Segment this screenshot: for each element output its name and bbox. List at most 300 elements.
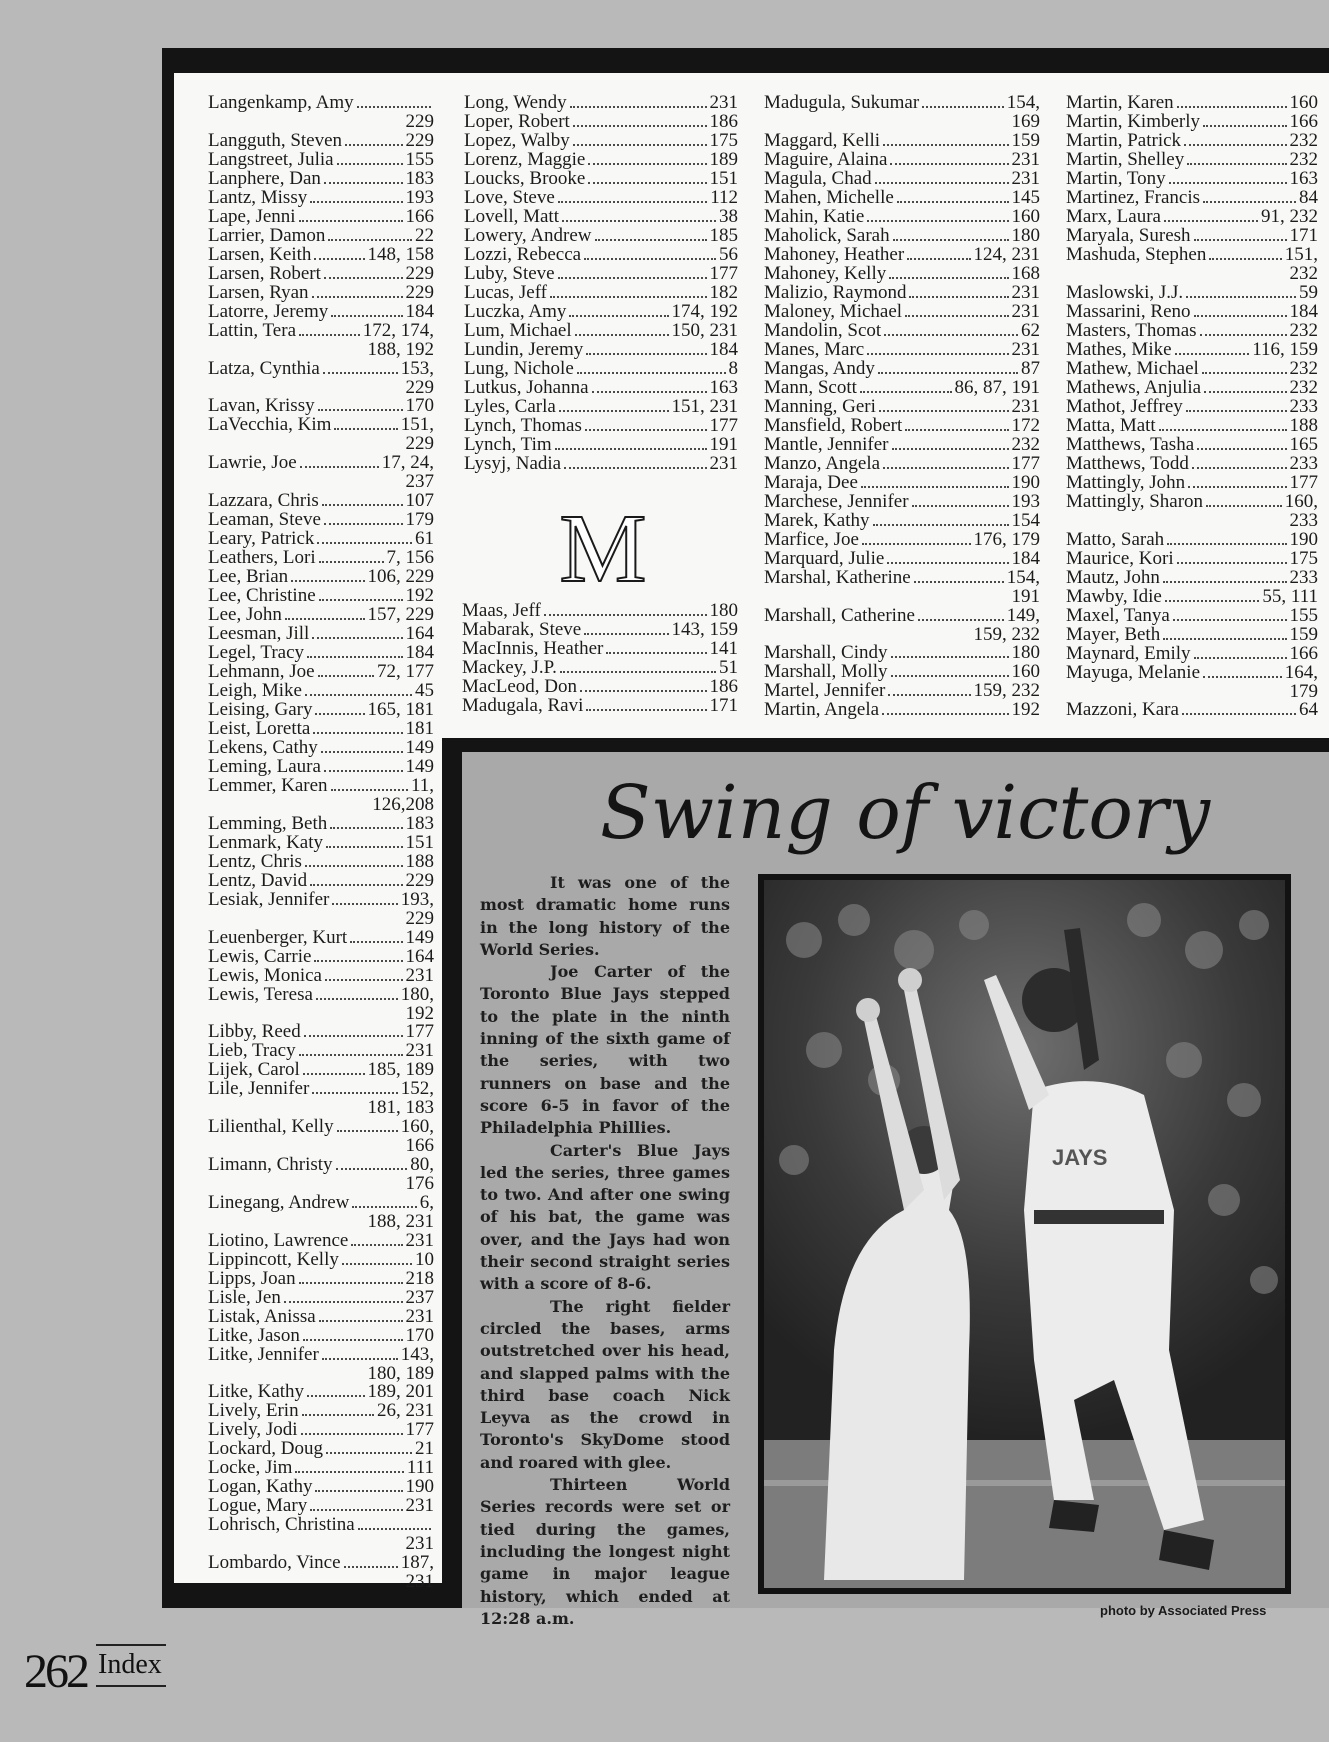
index-entry <box>208 850 434 872</box>
index-entry-pages: 145 <box>1011 186 1040 208</box>
index-entry-name: Litke, Jason <box>208 1324 300 1346</box>
index-entry <box>208 983 434 1024</box>
index-entry-pages: 151, <box>1284 244 1318 265</box>
index-entry-pages: 188 <box>1289 414 1318 436</box>
index-entry <box>764 148 1040 170</box>
index-entry <box>764 129 1040 151</box>
leader-dots <box>305 865 403 867</box>
index-entry-name: Lombardo, Vince <box>208 1552 341 1574</box>
index-entry-name: Maurice, Kori <box>1066 547 1174 569</box>
leader-dots <box>324 182 403 184</box>
leader-dots <box>884 334 1018 336</box>
index-entry-name: MacLeod, Don <box>462 676 578 697</box>
leader-dots <box>310 884 402 886</box>
index-entry-pages: 143, <box>400 1343 434 1365</box>
index-entry <box>208 1343 434 1384</box>
index-entry-pages: 17, 24, <box>381 452 434 474</box>
leader-dots <box>301 1433 403 1435</box>
index-entry-pages-continued: 229 <box>405 376 434 398</box>
index-entry-pages: 231 <box>405 1040 434 1062</box>
leader-dots <box>314 960 402 962</box>
index-entry-name: Matto, Sarah <box>1066 528 1165 550</box>
index-entry-pages: 171 <box>1289 225 1318 246</box>
index-entry <box>208 945 434 967</box>
leader-dots <box>285 618 365 620</box>
index-entry-name: Leaman, Steve <box>208 508 321 530</box>
index-entry-name: Lynch, Thomas <box>464 415 582 436</box>
index-entry-name: Maloney, Michael <box>764 300 903 322</box>
index-entry-name: Lung, Nichole <box>464 358 574 379</box>
index-entry <box>208 148 434 170</box>
index-entry-name: MacInnis, Heather <box>462 638 604 659</box>
index-entry-name: Lewis, Monica <box>208 964 322 986</box>
index-entry <box>1066 338 1318 360</box>
leader-dots <box>558 201 707 203</box>
index-entry-pages: 10 <box>415 1248 434 1270</box>
index-entry <box>208 243 434 265</box>
leader-dots <box>307 1395 364 1397</box>
index-column-1 <box>208 94 434 1592</box>
index-entry-pages: 193 <box>1011 490 1040 512</box>
index-entry-pages: 182 <box>709 282 738 303</box>
index-entry-pages: 124, 231 <box>973 243 1040 265</box>
index-entry <box>764 167 1040 189</box>
index-entry-pages: 159, 232 <box>973 680 1040 702</box>
leader-dots <box>318 675 374 677</box>
index-entry-pages: 189 <box>709 149 738 170</box>
index-entry <box>1066 300 1318 322</box>
index-entry-pages: 188 <box>405 850 434 872</box>
index-entry-name: Matthews, Todd <box>1066 452 1189 474</box>
index-entry-name: Manzo, Angela <box>764 452 881 474</box>
index-entry-name: Lorenz, Maggie <box>464 149 586 170</box>
index-entry <box>208 1267 434 1289</box>
index-entry-pages: 190 <box>1011 471 1040 493</box>
index-entry-pages: 166 <box>405 205 434 227</box>
index-entry-pages: 160 <box>1289 92 1318 113</box>
index-entry-name: Lilienthal, Kelly <box>208 1116 334 1138</box>
index-entry-pages: 193, <box>400 888 434 910</box>
index-entry-pages: 176, 179 <box>973 528 1040 550</box>
index-entry-name: Leising, Gary <box>208 698 313 720</box>
index-entry-pages: 185 <box>709 225 738 246</box>
leader-dots <box>875 182 1009 184</box>
index-entry-pages: 80, <box>410 1153 434 1175</box>
index-entry-pages: 165, 181 <box>367 698 434 720</box>
index-entry-name: Mathews, Anjulia <box>1066 376 1202 398</box>
leader-dots <box>558 277 707 279</box>
index-entry-pages: 56 <box>719 244 738 265</box>
index-entry <box>208 1229 434 1251</box>
index-entry-name: Lockard, Doug <box>208 1438 324 1460</box>
index-entry-pages: 232 <box>1289 376 1318 398</box>
index-column-2 <box>464 94 738 474</box>
index-entry-name: Mackey, J.P. <box>462 657 557 678</box>
leader-dots <box>1163 581 1287 583</box>
index-entry-name: Linegang, Andrew <box>208 1191 350 1213</box>
index-entry-pages: 149 <box>405 926 434 948</box>
leader-dots <box>1194 315 1287 317</box>
leader-dots <box>1194 657 1287 659</box>
leader-dots <box>1187 163 1286 165</box>
index-entry-pages: 229 <box>405 129 434 151</box>
leader-dots <box>573 144 707 146</box>
leader-dots <box>606 652 706 654</box>
index-entry-pages-continued: 126,208 <box>372 793 434 815</box>
leader-dots <box>891 656 1009 658</box>
index-entry <box>1066 547 1318 569</box>
index-entry <box>764 566 1040 607</box>
index-entry-pages: 186 <box>709 111 738 132</box>
index-entry-pages: 231 <box>405 1495 434 1517</box>
leader-dots <box>302 1414 374 1416</box>
index-entry-pages: 151 <box>709 168 738 189</box>
leader-dots <box>867 220 1008 222</box>
leader-dots <box>883 467 1008 469</box>
leader-dots <box>303 1339 403 1341</box>
index-entry-pages: 149 <box>405 755 434 777</box>
leader-dots <box>867 353 1008 355</box>
index-entry-pages: 229 <box>405 262 434 284</box>
index-entry <box>764 357 1040 379</box>
index-entry-pages: 177 <box>709 415 738 436</box>
leader-dots <box>357 106 431 108</box>
index-entry-pages: 163 <box>709 377 738 398</box>
index-entry-name: Mahoney, Kelly <box>764 262 887 284</box>
index-entry <box>208 1153 434 1194</box>
leader-dots <box>337 163 403 165</box>
leader-dots <box>888 694 970 696</box>
leader-dots <box>555 448 707 450</box>
index-entry-pages: 229 <box>405 281 434 303</box>
leader-dots <box>1203 676 1282 678</box>
index-entry-name: Lape, Jenni <box>208 205 296 227</box>
leader-dots <box>893 239 1009 241</box>
index-entry <box>208 1191 434 1232</box>
index-entry-pages-continued: 233 <box>1289 509 1318 531</box>
index-entry-name: Love, Steve <box>464 187 555 208</box>
leader-dots <box>319 561 384 563</box>
leader-dots <box>1204 391 1286 393</box>
index-entry-name: Mayuga, Melanie <box>1066 661 1201 683</box>
leader-dots <box>573 125 707 127</box>
index-entry-pages: 192 <box>1011 699 1040 721</box>
leader-dots <box>580 690 706 692</box>
index-entry-name: Marshall, Catherine <box>764 604 915 626</box>
leader-dots <box>892 448 1009 450</box>
index-entry <box>764 547 1040 569</box>
index-entry <box>764 701 1040 720</box>
leader-dots <box>1159 429 1287 431</box>
index-entry <box>208 357 434 398</box>
index-entry-name: Mattingly, Sharon <box>1066 490 1204 512</box>
index-entry-name: Matta, Matt <box>1066 414 1156 436</box>
index-entry-pages: 160 <box>1011 661 1040 683</box>
index-entry-pages: 91, 232 <box>1261 206 1318 227</box>
celebration-photo <box>764 880 1285 1588</box>
leader-dots <box>1200 334 1287 336</box>
leader-dots <box>1192 467 1287 469</box>
index-entry-pages-continued: 159, 232 <box>973 623 1040 645</box>
index-entry-name: Martin, Shelley <box>1066 149 1185 170</box>
leader-dots <box>564 467 706 469</box>
index-entry-name: Latza, Cynthia <box>208 357 320 379</box>
index-entry <box>764 243 1040 265</box>
leader-dots <box>321 751 403 753</box>
index-entry <box>208 281 434 303</box>
index-entry-pages-continued: 192 <box>405 1002 434 1024</box>
index-entry <box>1066 623 1318 645</box>
leader-dots <box>1206 505 1282 507</box>
leader-dots <box>315 713 364 715</box>
leader-dots <box>1182 713 1296 715</box>
index-entry-name: Maynard, Emily <box>1066 642 1191 664</box>
leader-dots <box>352 1206 416 1208</box>
index-entry-pages: 180, <box>400 983 434 1005</box>
index-entry-name: Logue, Mary <box>208 1495 308 1517</box>
index-entry-pages-continued: 229 <box>405 907 434 929</box>
index-entry-name: Martin, Kimberly <box>1066 111 1201 132</box>
index-entry-name: Lippincott, Kelly <box>208 1248 339 1270</box>
index-entry-pages: 175 <box>1289 547 1318 569</box>
leader-dots <box>592 391 707 393</box>
leader-dots <box>318 409 403 411</box>
index-entry-name: Lentz, Chris <box>208 850 302 872</box>
leader-dots <box>316 998 398 1000</box>
index-entry-name: Massarini, Reno <box>1066 300 1191 322</box>
leader-dots <box>1165 600 1260 602</box>
index-entry-pages: 231 <box>405 1229 434 1251</box>
index-entry-name: Lawrie, Joe <box>208 452 297 474</box>
index-entry-pages-continued: 179 <box>1289 680 1318 702</box>
index-entry-pages-continued: 188, 231 <box>367 1210 434 1232</box>
index-entry-name: Lantz, Missy <box>208 186 308 208</box>
index-entry-pages: 154 <box>1011 509 1040 531</box>
leader-dots <box>317 542 412 544</box>
leader-dots <box>299 220 403 222</box>
index-entry-name: Mangas, Andy <box>764 357 875 379</box>
leader-dots <box>315 1490 402 1492</box>
index-entry-name: Mazzoni, Kara <box>1066 699 1179 721</box>
index-entry-pages: 237 <box>405 1286 434 1308</box>
index-entry-pages: 61 <box>415 527 434 549</box>
index-entry-pages: 154, <box>1006 92 1040 113</box>
leader-dots <box>559 410 669 412</box>
index-entry-pages: 184 <box>1289 300 1318 322</box>
leader-dots <box>344 1566 398 1568</box>
index-entry-pages: 160, <box>400 1116 434 1138</box>
index-entry <box>1066 433 1318 455</box>
leader-dots <box>873 524 1009 526</box>
index-entry-pages: 186 <box>709 676 738 697</box>
index-entry-pages: 191 <box>709 434 738 455</box>
index-entry <box>208 205 434 227</box>
index-entry-name: Lynch, Tim <box>464 434 552 455</box>
article-paragraph: Thirteen World Series records were set or tied during the games, including the longest night game in major league history, which ended at 12:28 a.m. <box>480 1475 730 1628</box>
index-entry-name: Long, Wendy <box>464 92 567 113</box>
index-entry-pages: 187, <box>400 1552 434 1574</box>
index-entry-name: Leist, Loretta <box>208 717 311 739</box>
leader-dots <box>304 1035 403 1037</box>
index-entry <box>764 281 1040 303</box>
index-entry-pages: 22 <box>415 224 434 246</box>
index-entry <box>208 1305 434 1327</box>
index-entry <box>1066 319 1318 341</box>
index-entry-pages: 184 <box>405 641 434 663</box>
index-entry <box>208 224 434 246</box>
leader-dots <box>331 315 402 317</box>
index-entry <box>462 697 738 716</box>
index-entry <box>208 1554 434 1592</box>
index-entry-name: Loper, Robert <box>464 111 570 132</box>
section-label: Index <box>98 1649 162 1680</box>
leader-dots <box>303 1073 365 1075</box>
leader-dots <box>345 144 402 146</box>
index-entry-name: Maslowski, J.J. <box>1066 281 1184 303</box>
leader-dots <box>1209 258 1281 260</box>
index-entry <box>464 455 738 474</box>
index-entry-pages-continued: 181, 183 <box>367 1097 434 1119</box>
leader-dots <box>351 1244 402 1246</box>
index-entry-pages: 21 <box>415 1438 434 1460</box>
page-number: 262 <box>24 1645 87 1698</box>
index-entry <box>208 300 434 322</box>
index-entry <box>764 224 1040 246</box>
index-entry <box>764 94 1040 132</box>
index-entry-pages: 143, 159 <box>671 619 738 640</box>
leader-dots <box>314 258 364 260</box>
index-entry-pages: 172 <box>1011 414 1040 436</box>
leader-dots <box>562 220 716 222</box>
index-entry <box>208 774 434 815</box>
index-entry-pages: 152, <box>400 1078 434 1100</box>
index-entry <box>764 604 1040 645</box>
index-entry-pages: 184 <box>709 339 738 360</box>
index-entry-name: Manning, Geri <box>764 395 876 417</box>
leader-dots <box>326 846 402 848</box>
index-entry-name: Lysyj, Nadia <box>464 453 562 474</box>
index-entry-pages: 51 <box>719 657 738 678</box>
index-entry-name: Marshall, Cindy <box>764 642 888 664</box>
index-entry-pages: 163 <box>1289 168 1318 189</box>
leader-dots <box>312 637 402 639</box>
leader-dots <box>905 429 1008 431</box>
index-entry-name: Lesiak, Jennifer <box>208 888 330 910</box>
index-entry <box>1066 452 1318 474</box>
leader-dots <box>1203 201 1296 203</box>
index-entry <box>208 1080 434 1118</box>
leader-dots <box>890 163 1008 165</box>
index-entry-name: Lewis, Teresa <box>208 983 313 1005</box>
index-entry-name: Listak, Anissa <box>208 1305 316 1327</box>
index-entry-name: Leming, Laura <box>208 755 321 777</box>
index-entry-name: Mayer, Beth <box>1066 623 1161 645</box>
index-entry-pages: 107 <box>405 489 434 511</box>
leader-dots <box>310 1509 402 1511</box>
index-entry-name: Mahoney, Heather <box>764 243 905 265</box>
index-entry-pages: 116, 159 <box>1252 338 1318 360</box>
leader-dots <box>1175 353 1250 355</box>
index-entry-name: Mansfield, Robert <box>764 414 903 436</box>
index-entry-name: Lowery, Andrew <box>464 225 592 246</box>
leader-dots <box>332 903 397 905</box>
index-entry-name: Lee, John <box>208 603 282 625</box>
index-entry-pages: 164 <box>405 945 434 967</box>
leader-dots <box>330 827 402 829</box>
index-entry-name: Mawby, Idie <box>1066 585 1162 607</box>
index-entry-name: Marshal, Katherine <box>764 566 911 588</box>
index-entry <box>208 454 434 492</box>
index-entry-pages: 64 <box>1299 699 1318 721</box>
leader-dots <box>310 201 402 203</box>
leader-dots <box>586 353 706 355</box>
index-entry-pages: 170 <box>405 1324 434 1346</box>
index-entry-name: Lohrisch, Christina <box>208 1514 355 1536</box>
leader-dots <box>861 486 1009 488</box>
leader-dots <box>336 1168 408 1170</box>
index-entry-pages: 168 <box>1011 262 1040 284</box>
index-entry-pages-continued: 229 <box>405 433 434 455</box>
index-entry-name: Marx, Laura <box>1066 206 1161 227</box>
article-body <box>480 872 730 1630</box>
index-entry-name: Lee, Brian <box>208 565 289 587</box>
index-entry-pages: 192 <box>405 584 434 606</box>
index-entry-name: Lyles, Carla <box>464 396 556 417</box>
index-entry <box>764 471 1040 493</box>
leader-dots <box>918 619 1004 621</box>
leader-dots <box>291 580 364 582</box>
leader-dots <box>299 1054 403 1056</box>
index-entry-name: Magula, Chad <box>764 167 872 189</box>
index-entry-pages: 231 <box>1011 395 1040 417</box>
leader-dots <box>560 671 716 673</box>
index-entry-name: Maxel, Tanya <box>1066 604 1170 626</box>
leader-dots <box>331 789 408 791</box>
index-entry-name: Lekens, Cathy <box>208 736 318 758</box>
index-entry-pages: 177 <box>1011 452 1040 474</box>
index-entry <box>1066 471 1318 493</box>
index-entry-name: Lisle, Jen <box>208 1286 281 1308</box>
index-entry <box>1066 661 1318 702</box>
leader-dots <box>319 599 403 601</box>
index-entry <box>764 300 1040 322</box>
leader-dots <box>1184 144 1286 146</box>
index-entry-pages: 183 <box>405 812 434 834</box>
leader-dots <box>575 334 669 336</box>
index-entry-pages: 151, 231 <box>671 396 738 417</box>
leader-dots <box>326 1452 412 1454</box>
index-entry-pages-continued: 231 <box>405 1533 434 1555</box>
index-entry-name: Leathers, Lori <box>208 546 316 568</box>
leader-dots <box>1186 410 1287 412</box>
index-entry-name: LaVecchia, Kim <box>208 414 332 436</box>
leader-dots <box>862 543 971 545</box>
index-entry-pages-continued: 169 <box>1011 111 1040 132</box>
leader-dots <box>334 428 397 430</box>
index-entry <box>208 167 434 189</box>
leader-dots <box>299 1282 403 1284</box>
index-entry-name: Martin, Tony <box>1066 168 1166 189</box>
leader-dots <box>570 106 707 108</box>
index-entry-name: Lijek, Carol <box>208 1059 300 1081</box>
leader-dots <box>1163 638 1286 640</box>
index-entry-pages: 232 <box>1289 149 1318 170</box>
article-paragraph: Carter's Blue Jays led the series, three games to two. And after one swing of his bat, the game was over, and the Jays had won their second straight series with a score of 8-6. <box>480 1140 730 1294</box>
index-entry-name: Marshall, Molly <box>764 661 888 683</box>
index-entry-pages: 154, <box>1006 566 1040 588</box>
index-entry-pages: 11, <box>410 774 434 796</box>
leader-dots <box>358 1528 431 1530</box>
